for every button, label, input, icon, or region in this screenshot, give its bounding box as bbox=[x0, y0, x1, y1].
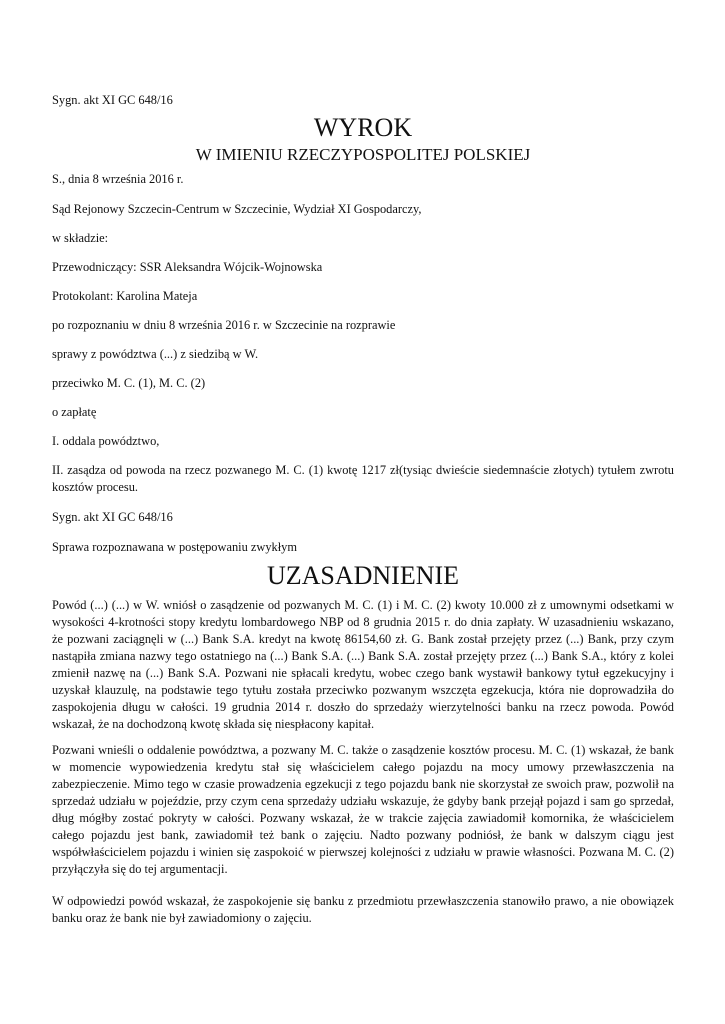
justification-paragraph-1: Powód (...) (...) w W. wniósł o zasądzenie od pozwanych M. C. (1) i M. C. (2) kwoty 10.000 zł z umownymi odsetkami w wysokości 4-krotności stopy kredytu lombardowego NBP od 8 grudnia 2015 r. do dnia zapłaty. W uzasadnieniu wskazano, że pozwani zaciągnęli w (...) Bank S.A. kredyt na kwotę 86154,60 zł. G. Bank został przejęty przez (...) Bank, przy czym nastąpiła zmiana nazwy tego ostatniego na (...) Bank S.A. (...) Bank S.A. został przejęty przez (...) Bank S.A., który z kolei zmienił nazwę na (...) Bank S.A. Pozwani nie spłacali kredytu, wobec czego bank wystawił bankowy tytuł egzekucyjny i uzyskał klauzulę, na podstawie tego tytułu została przeciwko pozwanym wszczęta egzekucja, która nie doprowadziła do zaspokojenia długu w całości. 19 grudnia 2014 r. doszło do sprzedaży wierzytelności banku na rzecz powoda. Powód wskazał, że na dochodzoną kwotę składa się niespłacony kapitał. bbox=[52, 598, 674, 731]
place-date: S., dnia 8 września 2016 r. bbox=[52, 172, 184, 186]
hearing-info: po rozpoznaniu w dniu 8 września 2016 r. w Szczecinie na rozprawie bbox=[52, 318, 396, 332]
justification-paragraph-3: W odpowiedzi powód wskazał, że zaspokojenie się banku z przedmiotu przewłaszczenia stanowiło prawo, a nie obowiązek banku oraz że bank nie był zawiadomiony o zajęciu. bbox=[52, 894, 674, 925]
court-clerk: Protokolant: Karolina Mateja bbox=[52, 289, 198, 303]
judgment-subtitle: W IMIENIU RZECZYPOSPOLITEJ POLSKIEJ bbox=[195, 145, 531, 164]
justification-title: UZASADNIENIE bbox=[266, 561, 460, 590]
case-plaintiff: sprawy z powództwa (...) z siedzibą w W. bbox=[52, 347, 259, 361]
ruling-point-1: I. oddala powództwo, bbox=[52, 434, 160, 448]
presiding-judge: Przewodniczący: SSR Aleksandra Wójcik-Wojnowska bbox=[52, 260, 323, 274]
ruling-point-2: II. zasądza od powoda na rzecz pozwanego M. C. (1) kwotę 1217 zł(tysiąc dwieście siedemnaście złotych) tytułem zwrotu kosztów procesu. bbox=[52, 463, 674, 494]
justification-paragraph-2: Pozwani wnieśli o oddalenie powództwa, a pozwany M. C. także o zasądzenie kosztów procesu. M. C. (1) wskazał, że bank w momencie wypowiedzenia kredytu stał się właścicielem całego pojazdu na mocy umowy przewłaszczenia na zabezpieczenie. Mimo tego w czasie prowadzenia egzekucji z tego pojazdu bank nie skorzystał ze swoich praw, pozwolił na sprzedaż udziału w pojeździe, przy czym cena sprzedaży udziału wskazuje, że gdyby bank przejął pojazd i sam go sprzedał, dług mógłby zostać pokryty w całości. Pozwany wskazał, że w trakcie zajęcia zawiadomił komornika, że właścicielem całego pojazdu jest bank, zawiadomił też bank o zajęciu. Nadto pozwany podniósł, że bank w dalszym ciągu jest współwłaścicielem pojazdu i winien się zaspokoić w pierwszej kolejności z udziału w prawie własności. Pozwana M. C. (2) przyłączyła się do tej argumentacji. bbox=[52, 743, 674, 876]
court-name: Sąd Rejonowy Szczecin-Centrum w Szczecinie, Wydział XI Gospodarczy, bbox=[52, 202, 422, 216]
procedure-type: Sprawa rozpoznawana w postępowaniu zwykłym bbox=[52, 540, 297, 554]
case-number: Sygn. akt XI GC 648/16 bbox=[52, 93, 173, 107]
composition-label: w składzie: bbox=[52, 231, 109, 245]
case-subject: o zapłatę bbox=[52, 405, 97, 419]
judgment-title: WYROK bbox=[313, 113, 413, 142]
justification-case-number: Sygn. akt XI GC 648/16 bbox=[52, 510, 173, 524]
case-defendants: przeciwko M. C. (1), M. C. (2) bbox=[52, 376, 206, 390]
